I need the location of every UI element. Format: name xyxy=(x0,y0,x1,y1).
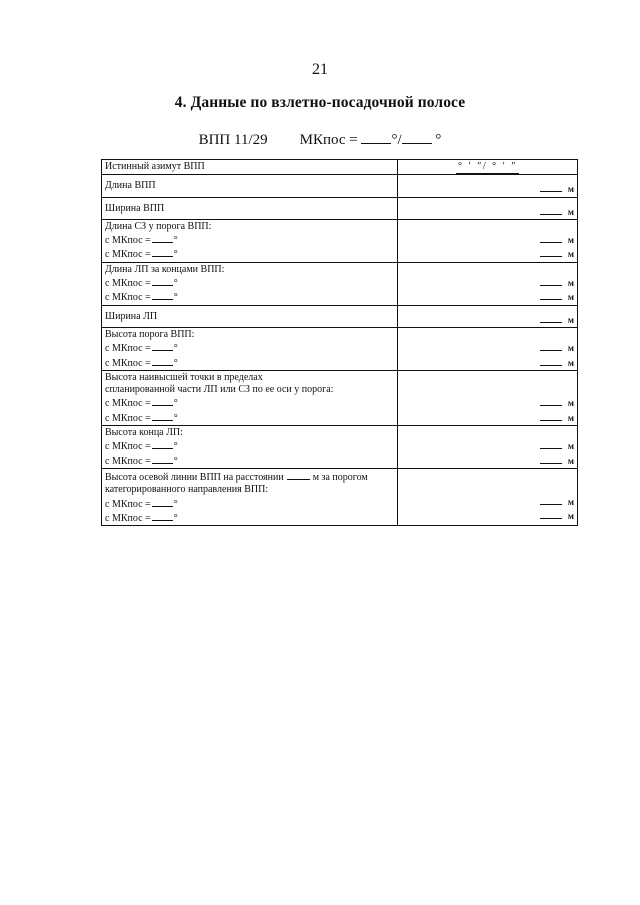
lp-width-label: Ширина ЛП xyxy=(102,305,398,327)
axis-height-value: м м xyxy=(398,468,578,525)
lp-width-value: м xyxy=(398,305,578,327)
highest-point-cell: Высота наивысшей точки в пределах спланированной части ЛП или СЗ по ее оси у порога: с МКпос = ° с МКпос = ° xyxy=(102,370,398,425)
table-row xyxy=(102,219,578,262)
width-value: м xyxy=(398,197,578,219)
axis-height-cell: Высота осевой линии ВПП на расстоянии м за порогом категорированного направления ВПП: с МКпос = ° с МКпос = ° xyxy=(102,468,398,525)
table-row xyxy=(102,305,578,327)
threshold-height-label: Высота порога ВПП: xyxy=(105,328,195,340)
azimuth-label: Истинный азимут ВПП xyxy=(102,160,398,175)
lp-end-height-cell: Высота конца ЛП: с МКпос = ° с МКпос = ° xyxy=(102,426,398,469)
mkpos-blank-1 xyxy=(361,131,391,144)
lp-ends-label: Длина ЛП за концами ВПП: xyxy=(105,263,225,275)
lp-end-height-label: Высота конца ЛП: xyxy=(105,427,183,439)
runway-data-table xyxy=(101,159,578,526)
page-title: 4. Данные по взлетно-посадочной полосе xyxy=(174,94,466,111)
mkpos-blank-2 xyxy=(402,131,432,144)
lp-end-height-value: м м xyxy=(398,426,578,469)
deg-symbol: ° xyxy=(435,132,442,148)
unit-m: м xyxy=(567,184,574,195)
threshold-height-value: м м xyxy=(398,327,578,370)
azimuth-value xyxy=(398,160,578,175)
table-row xyxy=(102,370,578,425)
deg-separator: °/ xyxy=(391,132,402,148)
table-row xyxy=(102,327,578,370)
lp-ends-cell: Длина ЛП за концами ВПП: с МКпос = ° с МКпос = ° xyxy=(102,262,398,305)
runway-heading xyxy=(0,131,640,149)
table-row xyxy=(102,426,578,469)
runway-designation: ВПП 11/29 xyxy=(198,132,268,148)
table-row xyxy=(102,468,578,525)
highest-point-value: м м xyxy=(398,370,578,425)
sz-label: Длина СЗ у порога ВПП: xyxy=(105,220,212,232)
width-label: Ширина ВПП xyxy=(102,197,398,219)
table-row xyxy=(102,175,578,197)
page-number: 21 xyxy=(312,61,328,78)
mkpos-label: МКпос = xyxy=(299,132,358,148)
length-value xyxy=(398,175,578,197)
table-row xyxy=(102,197,578,219)
lp-ends-value: м м xyxy=(398,262,578,305)
azimuth-marks: ° ʹ ʺ/ ° ʹ ʺ xyxy=(456,161,519,174)
length-label: Длина ВПП xyxy=(102,175,398,197)
sz-cell: Длина СЗ у порога ВПП: с МКпос = ° с МКпос = ° xyxy=(102,219,398,262)
table-row xyxy=(102,160,578,175)
sz-value: м м xyxy=(398,219,578,262)
table-row xyxy=(102,262,578,305)
threshold-height-cell: Высота порога ВПП: с МКпос = ° с МКпос = ° xyxy=(102,327,398,370)
